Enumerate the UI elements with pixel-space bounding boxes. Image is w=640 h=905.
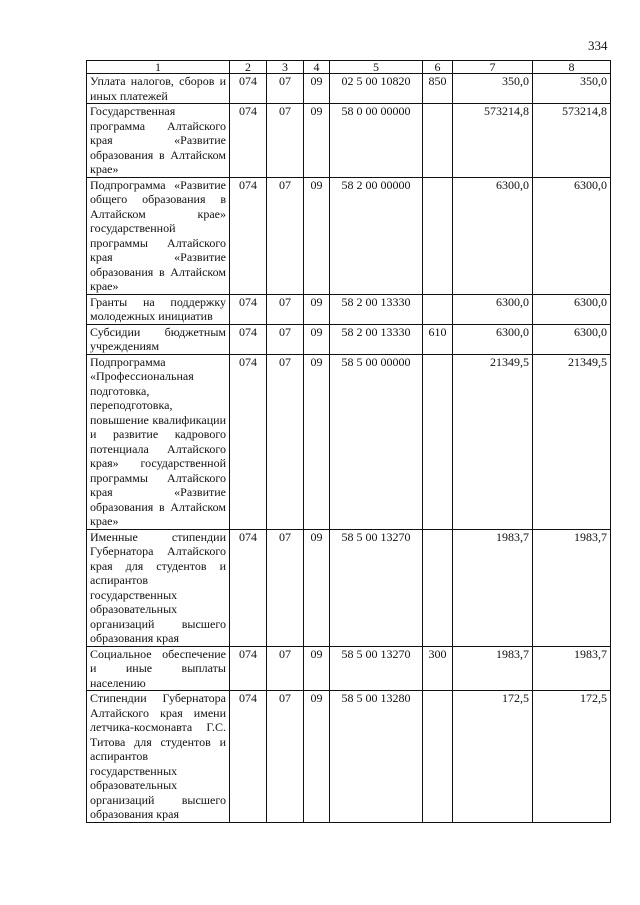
cell-section: 07 <box>267 691 304 823</box>
cell-amount: 1983,7 <box>453 529 533 646</box>
cell-section: 07 <box>267 74 304 104</box>
cell-amount: 6300,0 <box>533 324 611 354</box>
header-row <box>87 61 611 74</box>
row-name: Социальное обеспечение и иные выплаты населению <box>87 646 230 691</box>
cell-amount: 172,5 <box>453 691 533 823</box>
cell-subsection: 09 <box>304 646 330 691</box>
cell-expense-type: 300 <box>423 646 453 691</box>
cell-expense-type: 850 <box>423 74 453 104</box>
cell-amount: 6300,0 <box>533 177 611 294</box>
cell-ministry: 074 <box>230 104 267 178</box>
cell-section: 07 <box>267 646 304 691</box>
cell-target-code: 58 2 00 13330 <box>330 294 423 324</box>
cell-subsection: 09 <box>304 294 330 324</box>
table-row <box>87 177 611 294</box>
cell-target-code: 58 0 00 00000 <box>330 104 423 178</box>
table-row <box>87 529 611 646</box>
cell-ministry: 074 <box>230 74 267 104</box>
cell-amount: 573214,8 <box>453 104 533 178</box>
cell-ministry: 074 <box>230 294 267 324</box>
table-row <box>87 294 611 324</box>
column-header: 4 <box>304 61 330 74</box>
cell-subsection: 09 <box>304 177 330 294</box>
column-header: 3 <box>267 61 304 74</box>
cell-section: 07 <box>267 104 304 178</box>
cell-target-code: 58 2 00 13330 <box>330 324 423 354</box>
cell-expense-type <box>423 104 453 178</box>
cell-target-code: 58 5 00 00000 <box>330 354 423 529</box>
row-name: Стипендии Губернатора Алтайского края имени летчика-космонавта Г.С. Титова для студентов и аспирантов государственных образовательных организаций высшего образования края <box>87 691 230 823</box>
cell-amount: 1983,7 <box>453 646 533 691</box>
cell-expense-type <box>423 354 453 529</box>
column-header: 8 <box>533 61 611 74</box>
row-name: Гранты на поддержку молодежных инициатив <box>87 294 230 324</box>
column-header: 1 <box>87 61 230 74</box>
table-row <box>87 104 611 178</box>
row-name: Подпрограмма «Развитие общего образования в Алтайском крае» государственной программы Алтайского края «Развитие образования в Алтайском крае» <box>87 177 230 294</box>
cell-amount: 1983,7 <box>533 529 611 646</box>
cell-subsection: 09 <box>304 529 330 646</box>
cell-target-code: 58 2 00 00000 <box>330 177 423 294</box>
cell-target-code: 58 5 00 13280 <box>330 691 423 823</box>
cell-ministry: 074 <box>230 177 267 294</box>
cell-section: 07 <box>267 324 304 354</box>
table-row <box>87 691 611 823</box>
cell-target-code: 58 5 00 13270 <box>330 529 423 646</box>
table-row <box>87 354 611 529</box>
cell-expense-type: 610 <box>423 324 453 354</box>
cell-amount: 350,0 <box>453 74 533 104</box>
cell-amount: 350,0 <box>533 74 611 104</box>
table-row <box>87 646 611 691</box>
cell-subsection: 09 <box>304 354 330 529</box>
cell-subsection: 09 <box>304 691 330 823</box>
cell-amount: 6300,0 <box>453 324 533 354</box>
cell-section: 07 <box>267 294 304 324</box>
cell-ministry: 074 <box>230 529 267 646</box>
cell-expense-type <box>423 177 453 294</box>
cell-amount: 6300,0 <box>453 177 533 294</box>
cell-expense-type <box>423 294 453 324</box>
row-name: Субсидии бюджетным учреждениям <box>87 324 230 354</box>
column-header: 5 <box>330 61 423 74</box>
cell-ministry: 074 <box>230 354 267 529</box>
cell-target-code: 58 5 00 13270 <box>330 646 423 691</box>
table-row <box>87 74 611 104</box>
cell-subsection: 09 <box>304 104 330 178</box>
table-row <box>87 324 611 354</box>
column-header: 7 <box>453 61 533 74</box>
cell-target-code: 02 5 00 10820 <box>330 74 423 104</box>
cell-section: 07 <box>267 354 304 529</box>
cell-expense-type <box>423 529 453 646</box>
cell-ministry: 074 <box>230 324 267 354</box>
row-name: Уплата налогов, сборов и иных платежей <box>87 74 230 104</box>
cell-amount: 21349,5 <box>533 354 611 529</box>
cell-section: 07 <box>267 529 304 646</box>
page-number: 334 <box>588 38 608 53</box>
row-name: Подпрограмма «Профессиональная подготовка, переподготовка, повышение квалификации и развитие кадрового потенциала Алтайского края» государственной программы Алтайского края «Развитие образования в Алтайском крае» <box>87 354 230 529</box>
cell-expense-type <box>423 691 453 823</box>
cell-amount: 21349,5 <box>453 354 533 529</box>
cell-subsection: 09 <box>304 74 330 104</box>
column-header: 2 <box>230 61 267 74</box>
cell-section: 07 <box>267 177 304 294</box>
cell-amount: 573214,8 <box>533 104 611 178</box>
row-name: Именные стипендии Губернатора Алтайского края для студентов и аспирантов государственных образовательных организаций высшего образования края <box>87 529 230 646</box>
cell-amount: 172,5 <box>533 691 611 823</box>
cell-ministry: 074 <box>230 646 267 691</box>
cell-ministry: 074 <box>230 691 267 823</box>
column-header: 6 <box>423 61 453 74</box>
cell-amount: 1983,7 <box>533 646 611 691</box>
cell-subsection: 09 <box>304 324 330 354</box>
cell-amount: 6300,0 <box>533 294 611 324</box>
budget-table <box>86 60 611 823</box>
row-name: Государственная программа Алтайского края «Развитие образования в Алтайском крае» <box>87 104 230 178</box>
cell-amount: 6300,0 <box>453 294 533 324</box>
